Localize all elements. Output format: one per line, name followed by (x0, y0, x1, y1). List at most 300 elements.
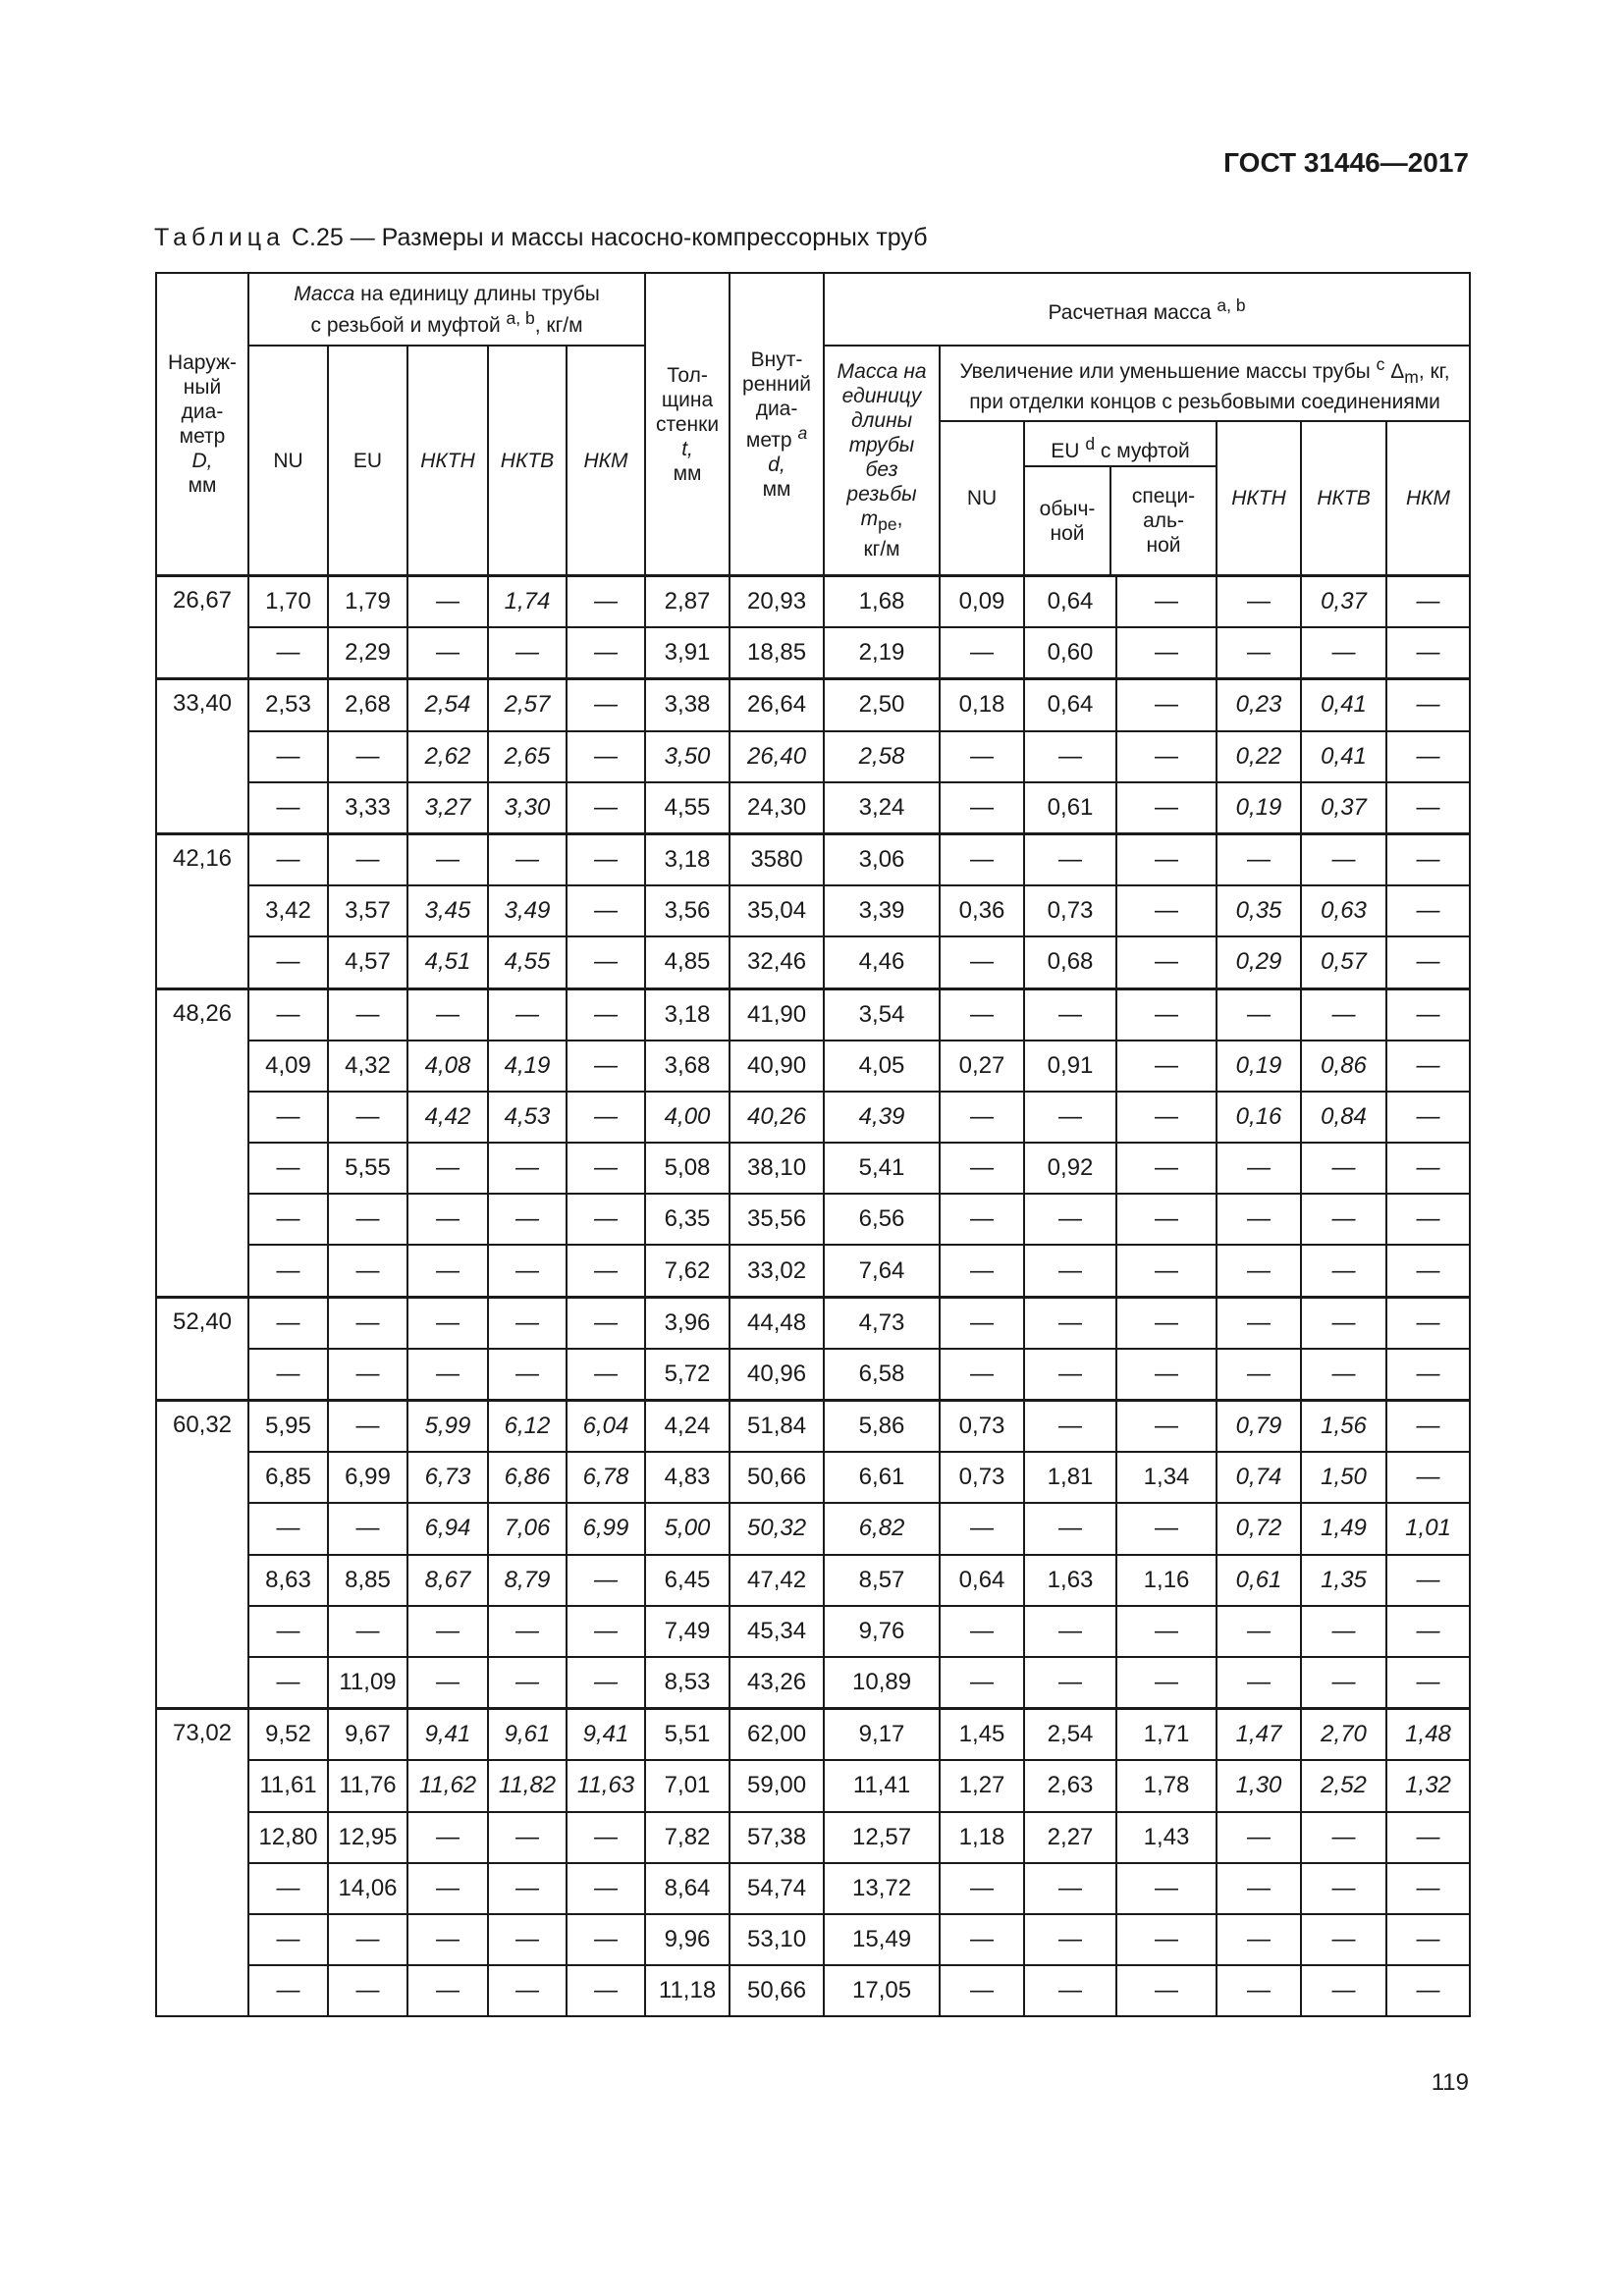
table-cell: — (940, 731, 1024, 782)
table-cell: 0,19 (1217, 782, 1301, 834)
table-cell: 4,46 (824, 936, 940, 988)
table-cell: 0,60 (1024, 627, 1116, 679)
table-cell: — (248, 1657, 328, 1709)
table-cell: 45,34 (730, 1606, 824, 1657)
table-cell: 2,19 (824, 627, 940, 679)
table-body (156, 576, 1470, 2017)
table-cell: 2,29 (328, 627, 407, 679)
table-cell: 6,94 (407, 1503, 488, 1554)
header-change-nktv: НКТВ (1301, 421, 1386, 576)
table-cell: — (1116, 885, 1217, 936)
header-nktv: НКТВ (488, 346, 567, 576)
table-cell: — (248, 731, 328, 782)
table-cell: — (1386, 936, 1470, 988)
table-cell: — (1217, 576, 1301, 628)
header-nu: NU (248, 346, 328, 576)
table-cell: — (1301, 1297, 1386, 1349)
table-cell: 3,68 (645, 1041, 730, 1092)
table-cell: — (1024, 1092, 1116, 1143)
table-cell: — (1024, 1863, 1116, 1914)
table-cell: — (488, 1812, 567, 1863)
table-cell: — (248, 1194, 328, 1245)
table-cell: — (940, 1503, 1024, 1554)
table-cell: — (1116, 1349, 1217, 1401)
table-cell: 0,41 (1301, 679, 1386, 731)
outer-diameter-cell: 42,16 (156, 833, 248, 988)
table-cell: 0,86 (1301, 1041, 1386, 1092)
table-cell: 12,80 (248, 1812, 328, 1863)
table-cell: 3,91 (645, 627, 730, 679)
table-cell: — (567, 731, 645, 782)
table-cell: — (567, 1349, 645, 1401)
table-cell: — (1386, 679, 1470, 731)
table-cell: 4,19 (488, 1041, 567, 1092)
table-cell: 1,81 (1024, 1452, 1116, 1503)
table-cell: 0,41 (1301, 731, 1386, 782)
table-cell: 3,96 (645, 1297, 730, 1349)
table-cell: 8,57 (824, 1555, 940, 1606)
table-cell: — (1217, 1349, 1301, 1401)
table-cell: 1,30 (1217, 1760, 1301, 1811)
table-cell: 18,85 (730, 627, 824, 679)
table-cell: — (407, 1143, 488, 1194)
table-cell: 3,27 (407, 782, 488, 834)
table-cell: 1,63 (1024, 1555, 1116, 1606)
table-cell: 0,79 (1217, 1401, 1301, 1453)
table-cell: — (407, 1965, 488, 2016)
table-cell: 13,72 (824, 1863, 940, 1914)
table-cell: 3,49 (488, 885, 567, 936)
table-cell: — (567, 988, 645, 1041)
table-cell: — (1217, 1657, 1301, 1709)
table-cell: 40,90 (730, 1041, 824, 1092)
table-cell: 2,62 (407, 731, 488, 782)
table-cell: 9,96 (645, 1914, 730, 1965)
table-cell: 3,18 (645, 833, 730, 885)
table-cell: — (1386, 1914, 1470, 1965)
table-cell: 5,95 (248, 1401, 328, 1453)
header-mass-change-group: Увеличение или уменьшение массы трубы $^c$ $\Delta_m$, кг, при отделки концов с резьбовыми соединениями (940, 346, 1470, 421)
table-cell: 1,35 (1301, 1555, 1386, 1606)
table-cell: — (248, 1863, 328, 1914)
table-cell: — (328, 731, 407, 782)
table-cell: — (328, 833, 407, 885)
table-cell: 0,68 (1024, 936, 1116, 988)
outer-diameter-cell: 73,02 (156, 1709, 248, 2017)
table-cell: — (940, 1863, 1024, 1914)
table-cell: 0,35 (1217, 885, 1301, 936)
header-wall-thickness: Тол- щина стенки t, мм (645, 273, 730, 576)
table-cell: — (567, 1965, 645, 2016)
table-cell: 51,84 (730, 1401, 824, 1453)
table-cell: 3,38 (645, 679, 730, 731)
header-nkm: НКМ (567, 346, 645, 576)
table-cell: — (1217, 1863, 1301, 1914)
table-cell: — (328, 1401, 407, 1453)
table-cell: — (488, 833, 567, 885)
table-cell: 14,06 (328, 1863, 407, 1914)
table-cell: 53,10 (730, 1914, 824, 1965)
table-row (156, 1760, 1470, 1811)
table-cell: 3,57 (328, 885, 407, 936)
table-cell: — (488, 1349, 567, 1401)
table-cell: 1,27 (940, 1760, 1024, 1811)
table-cell: — (488, 627, 567, 679)
table-cell: 7,82 (645, 1812, 730, 1863)
table-row (156, 885, 1470, 936)
table-cell: — (1386, 1965, 1470, 2016)
table-cell: 3,33 (328, 782, 407, 834)
table-cell: — (1386, 1657, 1470, 1709)
table-cell: — (1116, 782, 1217, 834)
table-cell: 11,63 (567, 1760, 645, 1811)
table-cell: 0,64 (1024, 679, 1116, 731)
table-cell: 6,82 (824, 1503, 940, 1554)
header-change-nkm: НКМ (1386, 421, 1470, 576)
table-cell: 0,27 (940, 1041, 1024, 1092)
table-cell: — (1116, 627, 1217, 679)
table-cell: — (567, 782, 645, 834)
table-cell: 0,09 (940, 576, 1024, 628)
table-cell: 4,42 (407, 1092, 488, 1143)
table-cell: 3,42 (248, 885, 328, 936)
table-cell: 6,78 (567, 1452, 645, 1503)
table-cell: — (328, 1503, 407, 1554)
table-cell: 6,58 (824, 1349, 940, 1401)
table-row (156, 1503, 1470, 1554)
table-cell: — (940, 1297, 1024, 1349)
table-cell: — (567, 1143, 645, 1194)
table-cell: — (1386, 576, 1470, 628)
table-cell: — (1024, 1657, 1116, 1709)
table-cell: — (567, 1657, 645, 1709)
table-cell: 5,41 (824, 1143, 940, 1194)
table-cell: 15,49 (824, 1914, 940, 1965)
table-cell: 0,61 (1024, 782, 1116, 834)
table-cell: — (567, 1092, 645, 1143)
table-cell: — (488, 1194, 567, 1245)
table-cell: 0,64 (1024, 576, 1116, 628)
table-cell: — (1024, 1914, 1116, 1965)
table-cell: — (1116, 988, 1217, 1041)
table-cell: — (1386, 885, 1470, 936)
table-cell: — (1386, 627, 1470, 679)
table-cell: — (248, 1606, 328, 1657)
table-cell: 0,91 (1024, 1041, 1116, 1092)
table-row (156, 731, 1470, 782)
table-cell: 5,00 (645, 1503, 730, 1554)
table-cell: — (1116, 1143, 1217, 1194)
table-cell: — (940, 1245, 1024, 1297)
table-cell: — (248, 1914, 328, 1965)
table-cell: 4,08 (407, 1041, 488, 1092)
table-cell: 4,55 (488, 936, 567, 988)
table-cell: 1,71 (1116, 1709, 1217, 1761)
table-cell: 3,06 (824, 833, 940, 885)
table-row (156, 1401, 1470, 1453)
table-cell: 2,50 (824, 679, 940, 731)
table-cell: 35,04 (730, 885, 824, 936)
table-cell: — (567, 1812, 645, 1863)
table-cell: — (1217, 1297, 1301, 1349)
table-row (156, 1863, 1470, 1914)
table-cell: 1,78 (1116, 1760, 1217, 1811)
table-cell: 6,12 (488, 1401, 567, 1453)
table-row (156, 1555, 1470, 1606)
table-cell: — (940, 1657, 1024, 1709)
table-cell: 4,53 (488, 1092, 567, 1143)
table-cell: — (567, 1606, 645, 1657)
table-cell: — (1386, 1555, 1470, 1606)
table-cell: — (1301, 1245, 1386, 1297)
table-cell: — (1386, 1245, 1470, 1297)
table-cell: — (940, 1349, 1024, 1401)
table-cell: 4,73 (824, 1297, 940, 1349)
table-row (156, 1349, 1470, 1401)
table-row (156, 1194, 1470, 1245)
header-eu-special: специ- аль- ной (1131, 485, 1196, 557)
table-row (156, 627, 1470, 679)
table-cell: 41,90 (730, 988, 824, 1041)
header-mass-threaded-group: Масса на единицу длины трубы с резьбой и муфтой $^{a, b}$, кг/м (248, 273, 645, 346)
table-cell: — (1024, 1401, 1116, 1453)
table-cell: 6,56 (824, 1194, 940, 1245)
table-cell: — (248, 1503, 328, 1554)
table-cell: 3580 (730, 833, 824, 885)
table-cell: — (567, 1194, 645, 1245)
table-cell: — (488, 1606, 567, 1657)
table-cell: — (1116, 1401, 1217, 1453)
table-cell: — (1217, 1965, 1301, 2016)
table-cell: — (1116, 1297, 1217, 1349)
table-cell: 5,99 (407, 1401, 488, 1453)
table-cell: — (488, 1143, 567, 1194)
table-cell: 1,50 (1301, 1452, 1386, 1503)
table-cell: — (1116, 936, 1217, 988)
table-cell: — (1024, 1194, 1116, 1245)
table-cell: — (1116, 1657, 1217, 1709)
table-cell: 11,76 (328, 1760, 407, 1811)
table-cell: 8,53 (645, 1657, 730, 1709)
table-cell: — (567, 1245, 645, 1297)
table-cell: — (940, 1606, 1024, 1657)
header-eu: EU (328, 346, 407, 576)
table-header (156, 273, 1470, 576)
table-cell: — (1386, 731, 1470, 782)
table-cell: 11,62 (407, 1760, 488, 1811)
table-cell: — (940, 936, 1024, 988)
table-cell: 6,45 (645, 1555, 730, 1606)
table-cell: — (1301, 988, 1386, 1041)
table-cell: — (1386, 1606, 1470, 1657)
table-cell: — (407, 627, 488, 679)
table-cell: — (567, 1041, 645, 1092)
table-cell: — (1116, 1606, 1217, 1657)
table-cell: 4,55 (645, 782, 730, 834)
table-cell: — (567, 627, 645, 679)
table-cell: 4,05 (824, 1041, 940, 1092)
table-cell: — (940, 1194, 1024, 1245)
table-cell: — (407, 1657, 488, 1709)
table-cell: — (1386, 1143, 1470, 1194)
table-cell: 2,53 (248, 679, 328, 731)
table-cell: 1,74 (488, 576, 567, 628)
table-cell: — (1217, 833, 1301, 885)
table-cell: — (328, 1349, 407, 1401)
table-cell: 2,27 (1024, 1812, 1116, 1863)
table-cell: 44,48 (730, 1297, 824, 1349)
table-cell: — (328, 1092, 407, 1143)
table-cell: 11,61 (248, 1760, 328, 1811)
table-cell: — (1217, 1812, 1301, 1863)
table-cell: — (1116, 1965, 1217, 2016)
header-change-nktn: НКТН (1217, 421, 1301, 576)
table-cell: — (1386, 1401, 1470, 1453)
table-cell: — (567, 885, 645, 936)
table-cell: — (1116, 1503, 1217, 1554)
table-cell: 1,70 (248, 576, 328, 628)
table-row (156, 988, 1470, 1041)
table-cell: 3,50 (645, 731, 730, 782)
table-cell: — (1301, 1965, 1386, 2016)
table-cell: 2,70 (1301, 1709, 1386, 1761)
table-cell: 5,86 (824, 1401, 940, 1453)
table-cell: 40,96 (730, 1349, 824, 1401)
table-cell: — (1116, 1092, 1217, 1143)
table-cell: 0,29 (1217, 936, 1301, 988)
table-cell: — (488, 1914, 567, 1965)
table-cell: — (1024, 731, 1116, 782)
table-cell: — (1116, 679, 1217, 731)
table-cell: — (1116, 833, 1217, 885)
table-cell: — (488, 1863, 567, 1914)
table-cell: — (567, 576, 645, 628)
table-cell: 3,45 (407, 885, 488, 936)
table-cell: — (328, 988, 407, 1041)
table-row (156, 1297, 1470, 1349)
table-cell: 5,55 (328, 1143, 407, 1194)
outer-diameter-cell: 52,40 (156, 1297, 248, 1400)
table-cell: 0,36 (940, 885, 1024, 936)
table-cell: 50,32 (730, 1503, 824, 1554)
table-cell: — (567, 1863, 645, 1914)
table-cell: — (1116, 731, 1217, 782)
table-row (156, 936, 1470, 988)
table-cell: — (940, 1914, 1024, 1965)
table-cell: 0,73 (940, 1401, 1024, 1453)
header-eu-regular: обыч- ной (1025, 467, 1111, 574)
table-cell: — (248, 782, 328, 834)
table-cell: 11,09 (328, 1657, 407, 1709)
table-cell: — (328, 1606, 407, 1657)
table-cell: 8,85 (328, 1555, 407, 1606)
table-cell: — (1217, 1245, 1301, 1297)
table-cell: — (248, 1143, 328, 1194)
table-cell: 7,01 (645, 1760, 730, 1811)
table-cell: — (407, 1297, 488, 1349)
table-cell: 57,38 (730, 1812, 824, 1863)
table-cell: — (407, 1194, 488, 1245)
table-cell: — (1116, 1863, 1217, 1914)
table-cell: 6,73 (407, 1452, 488, 1503)
table-cell: 32,46 (730, 936, 824, 988)
table-cell: 6,99 (328, 1452, 407, 1503)
table-cell: 0,22 (1217, 731, 1301, 782)
table-cell: 26,40 (730, 731, 824, 782)
table-row (156, 1092, 1470, 1143)
table-cell: 4,00 (645, 1092, 730, 1143)
table-cell: 8,67 (407, 1555, 488, 1606)
table-cell: — (940, 833, 1024, 885)
table-cell: — (1217, 1194, 1301, 1245)
table-cell: 1,56 (1301, 1401, 1386, 1453)
table-cell: 26,64 (730, 679, 824, 731)
table-cell: 3,39 (824, 885, 940, 936)
table-cell: — (1386, 782, 1470, 834)
caption-prefix: Таблица (154, 224, 286, 251)
table-cell: — (1024, 1965, 1116, 2016)
table-cell: 0,84 (1301, 1092, 1386, 1143)
table-cell: — (328, 1965, 407, 2016)
table-cell: — (567, 1914, 645, 1965)
table-cell: — (1301, 1606, 1386, 1657)
table-cell: — (407, 1812, 488, 1863)
table-cell: — (1386, 1349, 1470, 1401)
outer-diameter-cell: 60,32 (156, 1401, 248, 1709)
table-cell: 11,18 (645, 1965, 730, 2016)
table-cell: — (1301, 1349, 1386, 1401)
outer-diameter-cell: 48,26 (156, 988, 248, 1297)
table-cell: 0,57 (1301, 936, 1386, 988)
table-cell: — (1217, 988, 1301, 1041)
table-cell: — (248, 833, 328, 885)
table-cell: — (248, 1965, 328, 2016)
table-cell: — (567, 1555, 645, 1606)
table-cell: — (940, 1143, 1024, 1194)
table-cell: — (1386, 1297, 1470, 1349)
table-cell: — (1217, 627, 1301, 679)
table-cell: — (488, 1297, 567, 1349)
table-cell: — (940, 1965, 1024, 2016)
table-cell: 4,83 (645, 1452, 730, 1503)
table-cell: — (1301, 1863, 1386, 1914)
standard-designation: ГОСТ 31446—2017 (1223, 147, 1469, 178)
table-cell: 2,54 (1024, 1709, 1116, 1761)
table-cell: 40,26 (730, 1092, 824, 1143)
table-cell: 5,72 (645, 1349, 730, 1401)
table-cell: 6,61 (824, 1452, 940, 1503)
table-row (156, 833, 1470, 885)
table-cell: 9,67 (328, 1709, 407, 1761)
table-cell: 47,42 (730, 1555, 824, 1606)
table-cell: — (940, 1092, 1024, 1143)
table-cell: — (1301, 627, 1386, 679)
table-cell: 5,51 (645, 1709, 730, 1761)
table-cell: 2,54 (407, 679, 488, 731)
table-cell: 59,00 (730, 1760, 824, 1811)
table-cell: 1,47 (1217, 1709, 1301, 1761)
table-cell: 0,37 (1301, 576, 1386, 628)
table-cell: — (1024, 988, 1116, 1041)
table-row (156, 1812, 1470, 1863)
table-cell: — (1116, 1194, 1217, 1245)
table-cell: 0,74 (1217, 1452, 1301, 1503)
table-cell: 4,24 (645, 1401, 730, 1453)
table-cell: 0,63 (1301, 885, 1386, 936)
table-cell: 2,58 (824, 731, 940, 782)
table-row (156, 1041, 1470, 1092)
table-cell: 4,85 (645, 936, 730, 988)
